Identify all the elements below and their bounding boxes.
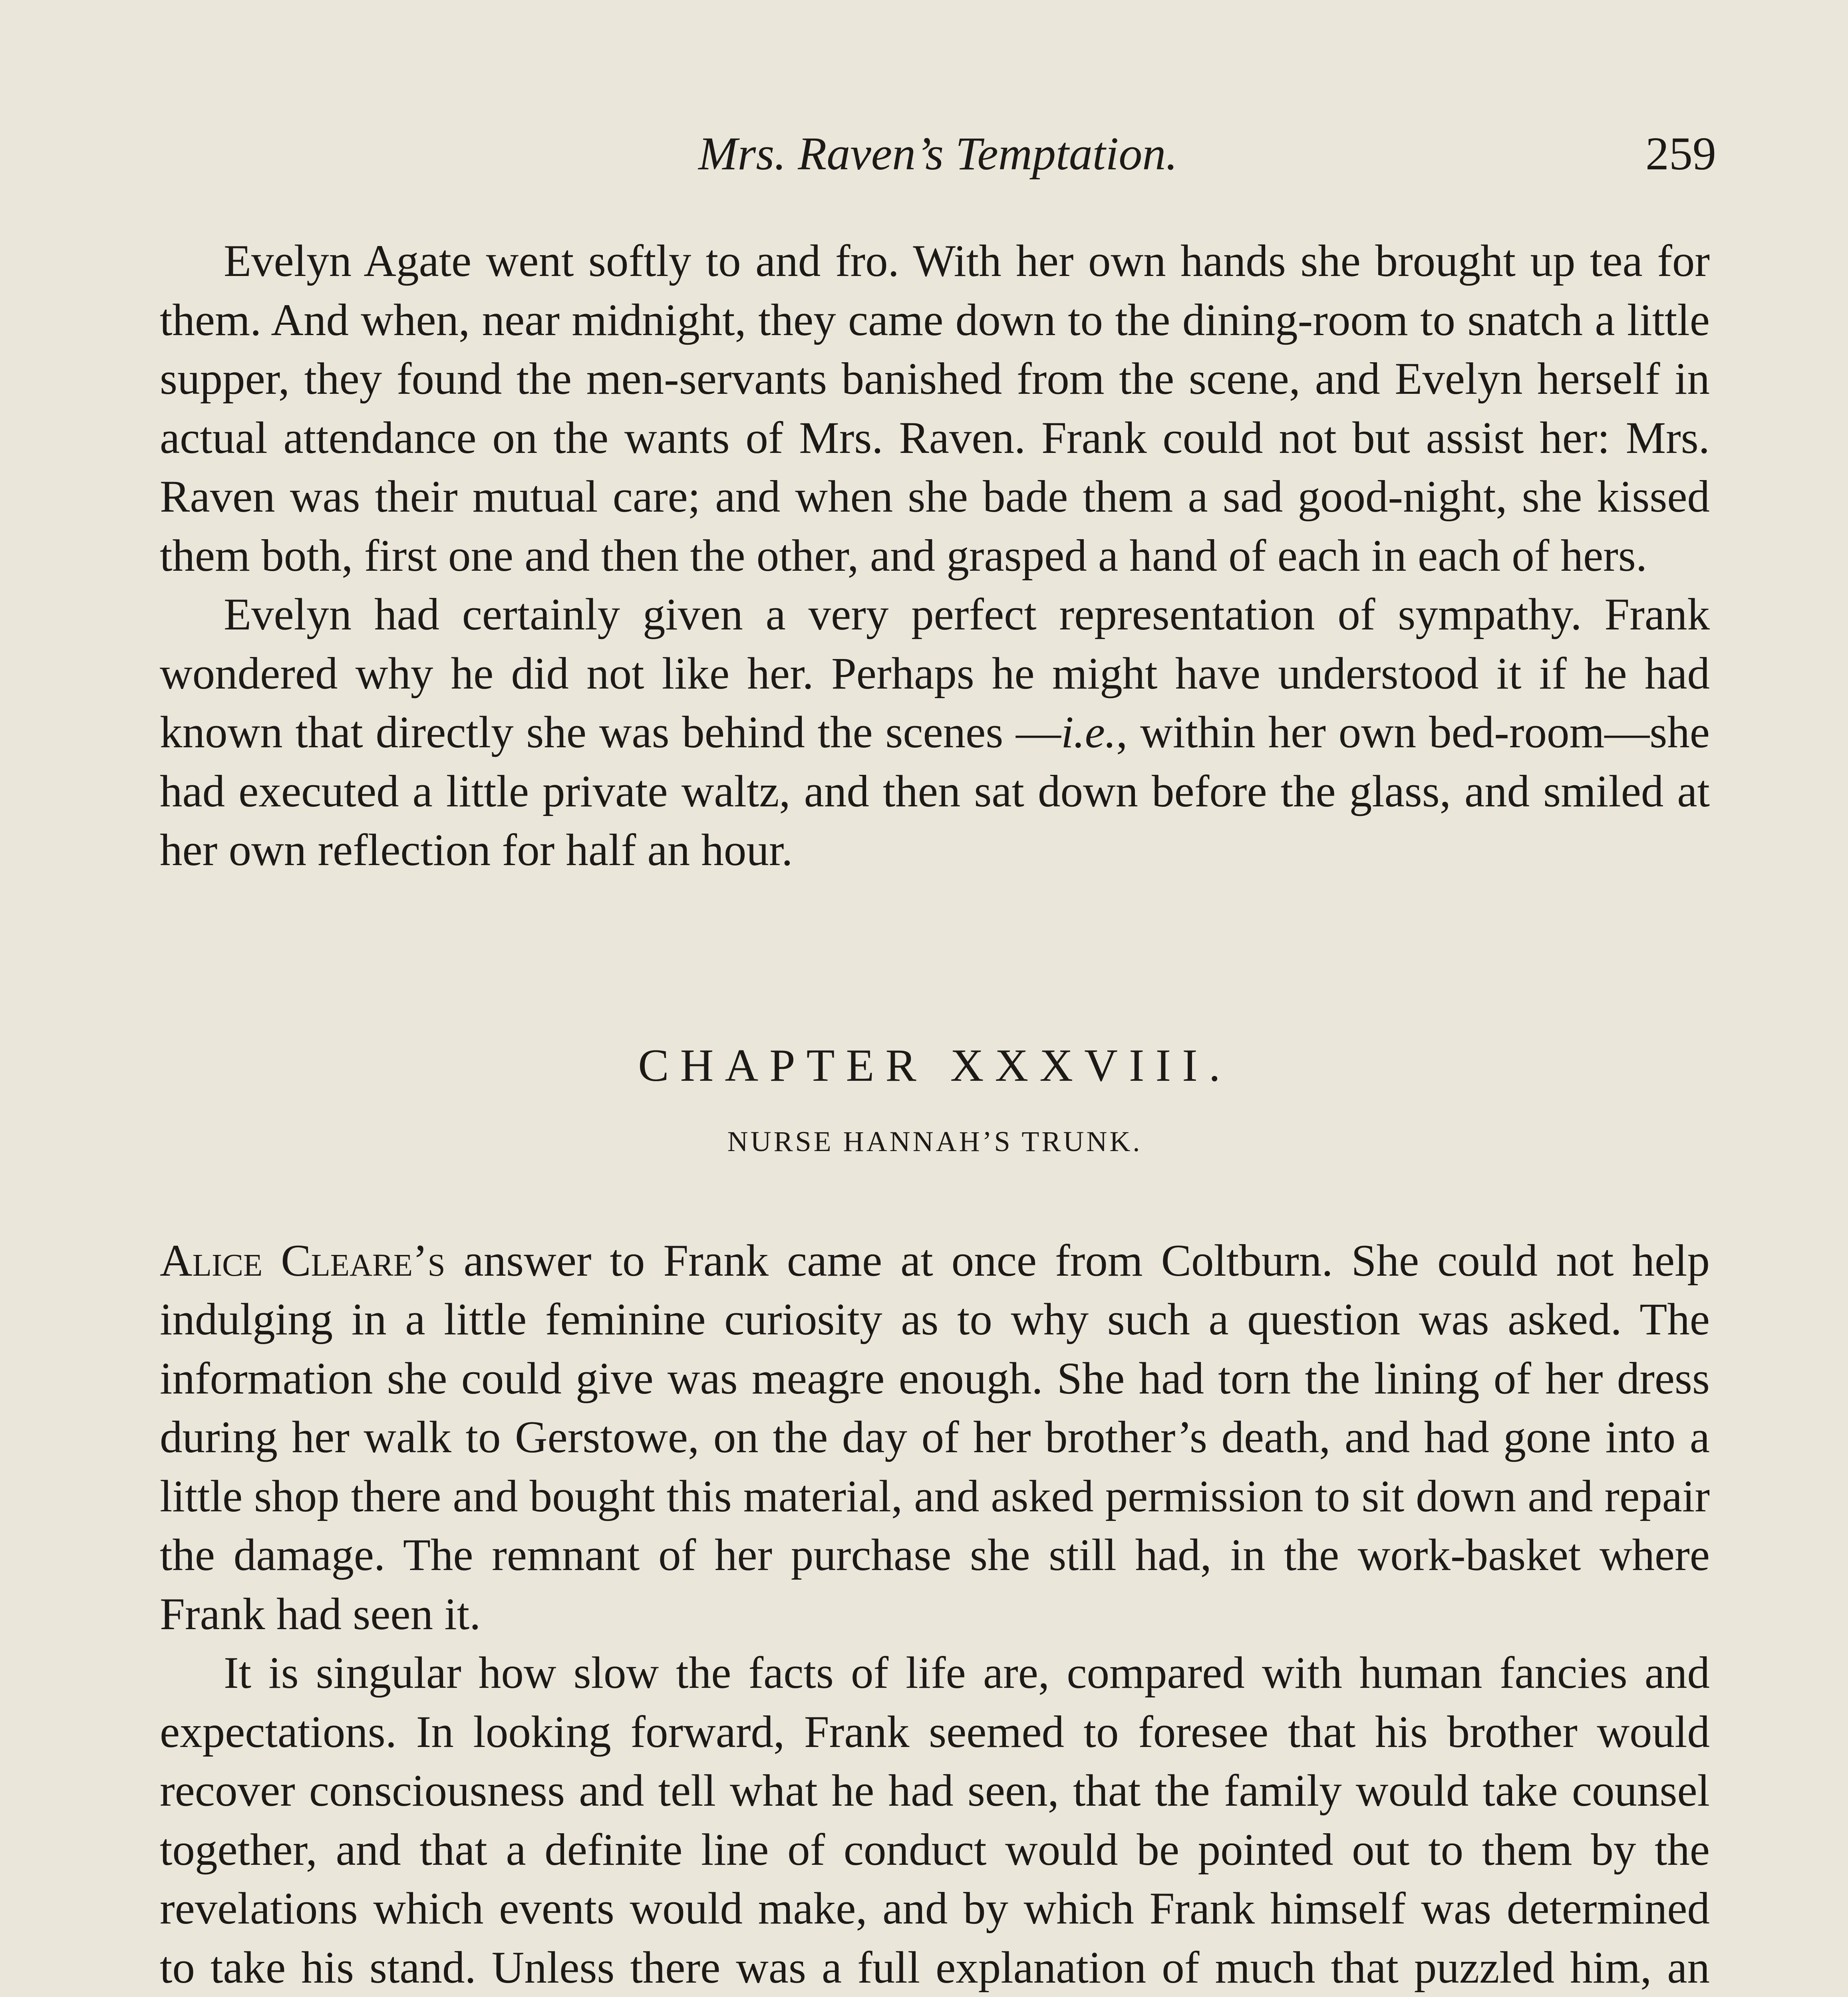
paragraph-2-end: , within her own bed-room—she had executed a little private waltz, and then sat down before the glass, and smiled at her own reflection for half an hour.: [160, 707, 1710, 875]
paragraph-3-text: answer to Frank came at once from Coltburn. She could not help indulging in a little feminine curiosity as to why such a question was asked. The information she could give was meagre enough. She had torn the lining of her dress during her walk to Gerstowe, on the day of her brother’s death, and had gone into a little shop there and bought this material, and asked permission to sit down and repair the damage. The remnant of her purchase she still had, in the work-basket where Frank had seen it.: [160, 1235, 1710, 1639]
text-block: [160, 232, 1710, 1997]
paragraph-2-start: Evelyn had certainly given a very perfect representation of sympathy. Frank wondered why he did not like her. Perhaps he might have understood it if he had known that directly she was behind the scenes —: [160, 590, 1710, 757]
paragraph-3: [160, 1231, 1710, 1644]
paragraph-3-lead: Alice Cleare’s: [160, 1235, 445, 1286]
paragraph-1: Evelyn Agate went softly to and fro. With her own hands she brought up tea for them. And when, near midnight, they came down to the dining-room to snatch a little supper, they found the men-servants banished from the scene, and Evelyn herself in actual attendance on the wants of Mrs. Raven. Frank could not but assist her: Mrs. Raven was their mutual care; and when she bade them a sad good-night, she kissed them both, first one and then the other, and grasped a hand of each in each of hers.: [160, 236, 1710, 581]
paragraph-2: [160, 585, 1710, 880]
running-title: Mrs. Raven’s Temptation.: [698, 127, 1178, 180]
paragraph-4: It is singular how slow the facts of life are, compared with human fancies and expectations. In looking forward, Frank seemed to foresee that his brother would recover consciousness and tell what he had seen, that the family would take counsel together, and that a definite line of conduct would be pointed out to them by the revelations which events would make, and by which Frank himself was determined to take his stand. Unless there was a full explanation of much that puzzled him, an: [160, 1648, 1710, 1993]
ie-abbreviation: i.e.: [1061, 707, 1117, 757]
chapter-heading: CHAPTER XXXVIII.: [638, 1040, 1232, 1091]
chapter-subtitle: NURSE HANNAH’S TRUNK.: [727, 1125, 1143, 1157]
page-number: 259: [1645, 127, 1716, 180]
running-head: [160, 120, 1716, 188]
